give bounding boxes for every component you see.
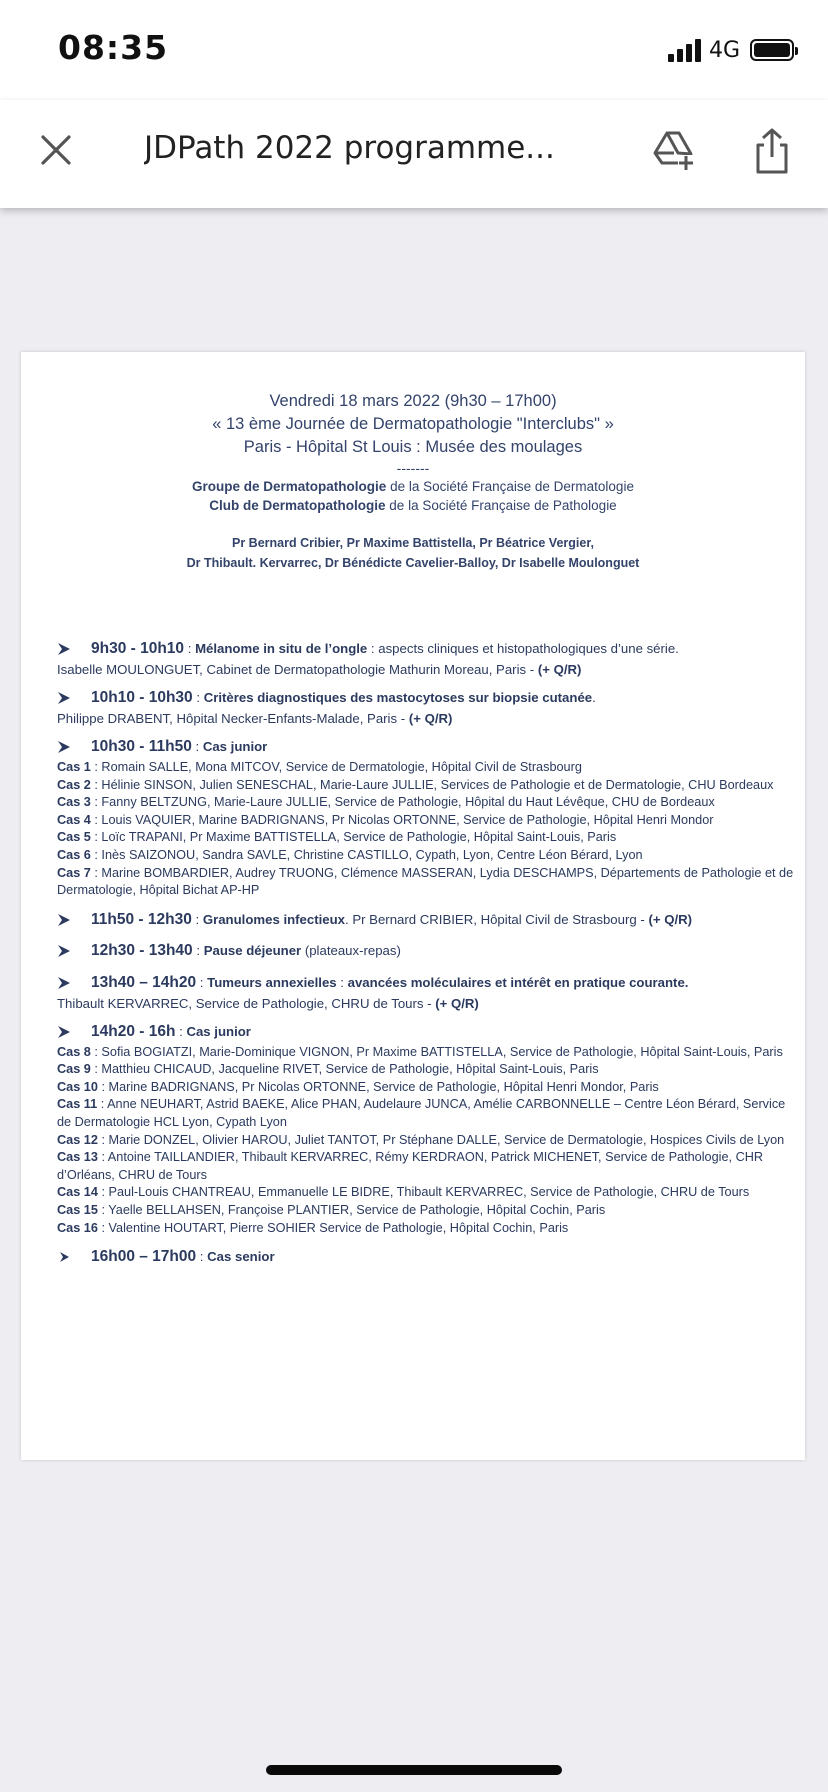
case-entry: [57, 1202, 797, 1220]
session-topic-rest: . Pr Bernard CRIBIER, Hôpital Civil de Strasbourg -: [345, 911, 649, 927]
session-7: [57, 1023, 797, 1237]
case-text: : Loïc TRAPANI, Pr Maxime BATTISTELLA, Service de Pathologie, Hôpital Saint-Louis, Paris: [90, 830, 617, 845]
document-title: JDPath 2022 programme...: [144, 130, 555, 166]
arrow-bullet-icon: [57, 974, 91, 995]
session-4: [57, 911, 797, 932]
case-label: Cas 8: [57, 1044, 91, 1059]
case-label: Cas 12: [57, 1132, 98, 1147]
case-text: : Inès SAIZONOU, Sandra SAVLE, Christine CASTILLO, Cypath, Lyon, Centre Léon Bérard, Lyon: [90, 847, 643, 862]
case-entry: [57, 1132, 797, 1150]
home-indicator[interactable]: [266, 1765, 562, 1775]
case-entry: [57, 759, 797, 777]
case-entry: [57, 1079, 797, 1097]
session-separator: :: [196, 1249, 208, 1265]
case-text: : Marine BOMBARDIER, Audrey TRUONG, Clémence MASSERAN, Lydia DESCHAMPS, Départements de Pathologie et de Dermatologie, Hôpital Bichat AP-HP: [57, 865, 794, 898]
qa-label: (+ Q/R): [648, 911, 693, 927]
document-header: [21, 390, 805, 573]
arrow-bullet-icon: [57, 640, 91, 661]
qa-label: (+ Q/R): [435, 995, 479, 1011]
session-5: [57, 942, 797, 963]
arrow-bullet-icon: [57, 738, 91, 759]
session-1: [57, 640, 797, 678]
agenda: [57, 640, 797, 1280]
case-entry: [57, 1096, 797, 1131]
share-button[interactable]: [748, 126, 796, 176]
session-separator: :: [192, 690, 204, 706]
arrow-bullet-icon: [57, 942, 91, 963]
session-speaker: Thibault KERVARREC, Service de Pathologie, CHRU de Tours -: [57, 995, 436, 1011]
case-entry: [57, 847, 797, 865]
signal-icon: [668, 38, 701, 62]
session-time: 10h30 - 11h50: [91, 738, 192, 756]
session-time: 12h30 - 13h40: [91, 942, 193, 960]
session-time: 13h40 – 14h20: [91, 973, 197, 991]
case-entry: [57, 1149, 797, 1184]
session-6: [57, 974, 797, 1012]
close-icon: [36, 130, 76, 170]
add-to-drive-button[interactable]: [650, 127, 698, 175]
session-topic: Granulomes infectieux: [202, 911, 345, 927]
session-topic-rest: : aspects cliniques et histopathologiques d’une série.: [367, 641, 679, 656]
arrow-bullet-icon: [57, 689, 91, 710]
session-separator: :: [192, 943, 204, 959]
session-topic: Tumeurs annexielles: [207, 974, 337, 990]
case-label: Cas 13: [57, 1150, 98, 1165]
session-topic: Pause déjeuner: [203, 943, 302, 959]
case-label: Cas 2: [57, 777, 91, 792]
session-8: [57, 1248, 797, 1269]
case-text: : Sofia BOGIATZI, Marie-Dominique VIGNON, Pr Maxime BATTISTELLA, Service de Pathologie, Hôpital Saint-Louis, Paris: [90, 1044, 783, 1059]
session-time: 14h20 - 16h: [91, 1023, 176, 1041]
organizer-line-2: [21, 496, 805, 515]
case-text: : Matthieu CHICAUD, Jacqueline RIVET, Service de Pathologie, Hôpital Saint-Louis, Paris: [90, 1062, 599, 1077]
separator-dashes: -------: [396, 460, 430, 476]
case-label: Cas 16: [57, 1220, 98, 1235]
event-name: « 13 ème Journée de Dermatopathologie "Interclubs" »: [212, 415, 614, 433]
session-speaker: Philippe DRABENT, Hôpital Necker-Enfants-Malade, Paris -: [57, 710, 409, 726]
arrow-bullet-icon: [57, 1023, 91, 1044]
case-label: Cas 4: [57, 812, 91, 827]
organizers-people-2: Dr Thibault. Kervarrec, Dr Bénédicte Cavelier-Balloy, Dr Isabelle Moulonguet: [186, 556, 640, 570]
case-label: Cas 7: [57, 865, 91, 880]
close-button[interactable]: [36, 130, 76, 170]
session-time: 9h30 - 10h10: [91, 640, 185, 657]
session-topic: Cas junior: [186, 1024, 251, 1040]
qa-label: (+ Q/R): [408, 710, 453, 726]
session-separator: :: [191, 739, 203, 755]
add-to-drive-icon: [650, 127, 698, 175]
case-entry: [57, 777, 797, 795]
organizer-1-society: de la Société Française de Dermatologie: [386, 479, 634, 494]
session-topic-detail: avancées moléculaires et intérêt en pratique courante.: [347, 974, 689, 990]
case-label: Cas 1: [57, 759, 91, 774]
pdf-page: [21, 352, 805, 1460]
case-entry: [57, 1061, 797, 1079]
session-separator: :: [196, 974, 208, 990]
case-text: : Romain SALLE, Mona MITCOV, Service de Dermatologie, Hôpital Civil de Strasbourg: [90, 759, 582, 774]
organizer-2-name: Club de Dermatopathologie: [209, 498, 386, 513]
session-separator: :: [191, 911, 203, 927]
session-topic: Critères diagnostiques des mastocytoses sur biopsie cutanée: [203, 690, 593, 706]
case-label: Cas 14: [57, 1185, 98, 1200]
case-entry: [57, 865, 797, 900]
session-time: 11h50 - 12h30: [91, 910, 192, 928]
session-topic: Mélanome in situ de l’ongle: [195, 641, 368, 656]
event-location: Paris - Hôpital St Louis : Musée des moulages: [243, 438, 583, 456]
case-text: : Hélinie SINSON, Julien SENESCHAL, Marie-Laure JULLIE, Services de Pathologie et de Dermatologie, CHU Bordeaux: [90, 777, 774, 792]
session-topic-rest: (plateaux-repas): [301, 943, 401, 959]
case-text: : Antoine TAILLANDIER, Thibault KERVARREC, Rémy KERDRAON, Patrick MICHENET, Service de Pathologie, CHR d’Orléans, CHRU de Tours: [57, 1150, 764, 1182]
case-entry: [57, 829, 797, 847]
session-time: 10h10 - 10h30: [91, 689, 193, 707]
case-entry: [57, 794, 797, 812]
app-bar: [0, 100, 828, 208]
case-label: Cas 11: [57, 1097, 98, 1112]
organizer-1-name: Groupe de Dermatopathologie: [192, 479, 387, 494]
case-text: : Yaelle BELLAHSEN, Françoise PLANTIER, Service de Pathologie, Hôpital Cochin, Paris: [97, 1203, 606, 1218]
session-separator: :: [175, 1024, 187, 1040]
arrow-bullet-icon: [57, 1248, 91, 1269]
session-time: 16h00 – 17h00: [91, 1248, 197, 1266]
status-time: 08:35: [58, 28, 169, 67]
organizers-people-1: Pr Bernard Cribier, Pr Maxime Battistella, Pr Béatrice Vergier,: [232, 536, 594, 550]
status-bar: [0, 0, 828, 100]
case-label: Cas 9: [57, 1062, 91, 1077]
session-topic-rest: .: [592, 690, 596, 706]
case-text: : Marine BADRIGNANS, Pr Nicolas ORTONNE, Service de Pathologie, Hôpital Henri Mondor, Paris: [97, 1079, 659, 1094]
case-label: Cas 3: [57, 795, 91, 810]
session-separator: :: [184, 641, 196, 656]
case-text: : Anne NEUHART, Astrid BAEKE, Alice PHAN, Audelaure JUNCA, Amélie CARBONNELLE – Centre Léon Bérard, Service de Dermatologie HCL Lyon, Cypath Lyon: [57, 1097, 786, 1130]
network-type: 4G: [708, 37, 740, 63]
session-topic-rest: :: [336, 974, 348, 990]
case-label: Cas 5: [57, 830, 91, 845]
case-text: : Louis VAQUIER, Marine BADRIGNANS, Pr Nicolas ORTONNE, Service de Pathologie, Hôpital Henri Mondor: [90, 812, 714, 827]
case-text: : Valentine HOUTART, Pierre SOHIER Service de Pathologie, Hôpital Cochin, Paris: [97, 1220, 569, 1235]
case-entry: [57, 812, 797, 830]
status-indicators: [668, 36, 794, 64]
case-entry: [57, 1044, 797, 1062]
case-label: Cas 10: [57, 1079, 98, 1094]
case-entry: [57, 1184, 797, 1202]
case-label: Cas 15: [57, 1203, 98, 1218]
session-topic: Cas junior: [202, 739, 268, 755]
session-2: [57, 689, 797, 727]
session-topic: Cas senior: [207, 1249, 275, 1265]
arrow-bullet-icon: [57, 911, 91, 932]
case-text: : Fanny BELTZUNG, Marie-Laure JULLIE, Service de Pathologie, Hôpital du Haut Lévêque, CHU de Bordeaux: [90, 795, 715, 810]
event-date: Vendredi 18 mars 2022 (9h30 – 17h00): [269, 392, 557, 410]
case-label: Cas 6: [57, 847, 91, 862]
qa-label: (+ Q/R): [537, 661, 582, 677]
case-text: : Marie DONZEL, Olivier HAROU, Juliet TANTOT, Pr Stéphane DALLE, Service de Dermatologie, Hospices Civils de Lyon: [97, 1132, 785, 1147]
organizer-2-society: de la Société Française de Pathologie: [385, 498, 617, 513]
case-text: : Paul-Louis CHANTREAU, Emmanuelle LE BIDRE, Thibault KERVARREC, Service de Pathologie, CHRU de Tours: [97, 1185, 750, 1200]
battery-icon: [750, 39, 794, 61]
session-3: [57, 738, 797, 899]
case-entry: [57, 1220, 797, 1238]
session-speaker: Isabelle MOULONGUET, Cabinet de Dermatopathologie Mathurin Moreau, Paris -: [57, 661, 538, 677]
organizer-line-1: [21, 477, 805, 496]
share-icon: [748, 126, 796, 176]
